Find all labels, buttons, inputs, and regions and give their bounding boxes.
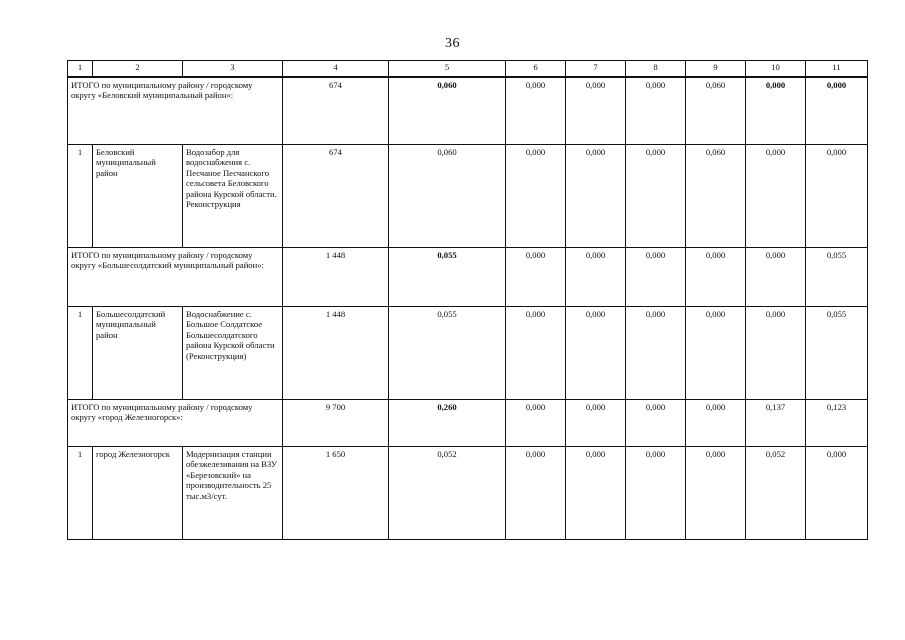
table-cell: 0,000 xyxy=(506,145,566,248)
table-cell: 0,060 xyxy=(389,145,506,248)
total-cell: 0,000 xyxy=(806,77,868,145)
total-cell: 0,000 xyxy=(506,248,566,307)
table-cell: 0,000 xyxy=(686,307,746,400)
column-number: 10 xyxy=(746,61,806,78)
table-cell: 0,000 xyxy=(506,307,566,400)
total-cell: 0,000 xyxy=(566,400,626,447)
investment-table xyxy=(67,60,868,540)
table-cell: 1 650 xyxy=(283,447,389,540)
row-index: 1 xyxy=(68,145,93,248)
total-label: ИТОГО по муниципальному району / городскому округу «Беловский муниципальный район»: xyxy=(68,77,283,145)
table-cell: 0,000 xyxy=(566,145,626,248)
table-cell: 0,000 xyxy=(686,447,746,540)
total-label: ИТОГО по муниципальному району / городскому округу «Большесолдатский муниципальный район»: xyxy=(68,248,283,307)
column-number: 8 xyxy=(626,61,686,78)
table-cell: 0,000 xyxy=(506,447,566,540)
table-cell: 0,000 xyxy=(566,447,626,540)
total-cell: 0,000 xyxy=(746,77,806,145)
table-row xyxy=(68,145,868,248)
table-row xyxy=(68,447,868,540)
total-cell: 0,123 xyxy=(806,400,868,447)
table-cell: 0,052 xyxy=(746,447,806,540)
table-cell: 0,052 xyxy=(389,447,506,540)
total-cell: 0,060 xyxy=(389,77,506,145)
district-name: Большесолдатский муниципальный район xyxy=(93,307,183,400)
total-row xyxy=(68,77,868,145)
column-number: 11 xyxy=(806,61,868,78)
total-cell: 0,000 xyxy=(626,400,686,447)
column-number: 2 xyxy=(93,61,183,78)
table-cell: 0,055 xyxy=(389,307,506,400)
column-number-row xyxy=(68,61,868,78)
table-cell: 0,000 xyxy=(566,307,626,400)
total-cell: 0,055 xyxy=(806,248,868,307)
project-description: Модернизация станции обезжелезивания на ВЗУ «Березовский» на производительность 25 тыс.м3/сут. xyxy=(183,447,283,540)
total-cell: 0,000 xyxy=(626,77,686,145)
project-description: Водозабор для водоснабжения с. Песчаное Песчанского сельсовета Беловского района Курской области. Реконструкция xyxy=(183,145,283,248)
total-label: ИТОГО по муниципальному району / городскому округу «город Железногорск»: xyxy=(68,400,283,447)
total-cell: 0,000 xyxy=(626,248,686,307)
total-cell: 0,000 xyxy=(506,77,566,145)
total-cell: 0,055 xyxy=(389,248,506,307)
table-cell: 0,000 xyxy=(626,307,686,400)
district-name: Беловский муниципальный район xyxy=(93,145,183,248)
total-row xyxy=(68,248,868,307)
table-cell: 0,000 xyxy=(806,447,868,540)
table-row xyxy=(68,307,868,400)
total-cell: 0,137 xyxy=(746,400,806,447)
row-index: 1 xyxy=(68,447,93,540)
table-cell: 674 xyxy=(283,145,389,248)
table-cell: 0,000 xyxy=(806,145,868,248)
column-number: 1 xyxy=(68,61,93,78)
total-cell: 9 700 xyxy=(283,400,389,447)
table-cell: 0,000 xyxy=(746,307,806,400)
total-cell: 0,260 xyxy=(389,400,506,447)
column-number: 6 xyxy=(506,61,566,78)
total-cell: 1 448 xyxy=(283,248,389,307)
row-index: 1 xyxy=(68,307,93,400)
table-cell: 0,060 xyxy=(686,145,746,248)
column-number: 9 xyxy=(686,61,746,78)
total-row xyxy=(68,400,868,447)
table-cell: 0,000 xyxy=(746,145,806,248)
total-cell: 0,000 xyxy=(566,248,626,307)
column-number: 5 xyxy=(389,61,506,78)
total-cell: 0,000 xyxy=(686,400,746,447)
total-cell: 0,000 xyxy=(506,400,566,447)
total-cell: 0,000 xyxy=(746,248,806,307)
column-number: 3 xyxy=(183,61,283,78)
column-number: 7 xyxy=(566,61,626,78)
total-cell: 0,060 xyxy=(686,77,746,145)
district-name: город Железногорск xyxy=(93,447,183,540)
table-cell: 0,055 xyxy=(806,307,868,400)
total-cell: 674 xyxy=(283,77,389,145)
project-description: Водоснабжение с. Большое Солдатское Большесолдатского района Курской области (Реконструкция) xyxy=(183,307,283,400)
total-cell: 0,000 xyxy=(566,77,626,145)
total-cell: 0,000 xyxy=(686,248,746,307)
table-cell: 0,000 xyxy=(626,145,686,248)
page-number: 36 xyxy=(445,36,460,51)
column-number: 4 xyxy=(283,61,389,78)
table-cell: 0,000 xyxy=(626,447,686,540)
table-cell: 1 448 xyxy=(283,307,389,400)
